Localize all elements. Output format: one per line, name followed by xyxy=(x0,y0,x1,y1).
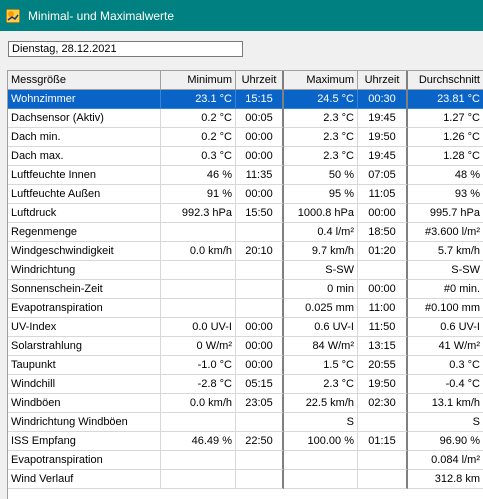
header-col-messgroesse[interactable]: Messgröße xyxy=(8,71,161,90)
cell-col-uhrzeit-min: 15:50 xyxy=(236,204,284,223)
cell-col-messgroesse: Windgeschwindigkeit xyxy=(8,242,161,261)
table-row[interactable] xyxy=(8,242,483,261)
cell-col-durchschnitt: 0.6 UV-I xyxy=(408,318,483,337)
cell-col-uhrzeit-min: 00:00 xyxy=(236,318,284,337)
window-title: Minimal- und Maximalwerte xyxy=(28,8,175,23)
cell-col-messgroesse: Solarstrahlung xyxy=(8,337,161,356)
cell-col-messgroesse: Windrichtung Windböen xyxy=(8,413,161,432)
cell-col-durchschnitt: 1.27 °C xyxy=(408,109,483,128)
header-col-minimum[interactable]: Minimum xyxy=(161,71,236,90)
cell-col-maximum: 100.00 % xyxy=(284,432,358,451)
cell-col-uhrzeit-min: 22:50 xyxy=(236,432,284,451)
cell-col-minimum: 0.2 °C xyxy=(161,109,236,128)
cell-col-uhrzeit-max xyxy=(358,413,408,432)
cell-col-messgroesse: ISS Empfang xyxy=(8,432,161,451)
cell-col-uhrzeit-min: 00:05 xyxy=(236,109,284,128)
header-col-maximum[interactable]: Maximum xyxy=(284,71,358,90)
cell-col-minimum: 0.0 km/h xyxy=(161,394,236,413)
cell-col-uhrzeit-max: 20:55 xyxy=(358,356,408,375)
cell-col-durchschnitt: 0.084 l/m² xyxy=(408,451,483,470)
cell-col-durchschnitt: 1.28 °C xyxy=(408,147,483,166)
cell-col-uhrzeit-max: 19:45 xyxy=(358,147,408,166)
cell-col-maximum: 24.5 °C xyxy=(284,90,358,109)
cell-col-durchschnitt: 41 W/m² xyxy=(408,337,483,356)
cell-col-uhrzeit-min xyxy=(236,280,284,299)
cell-col-uhrzeit-max: 11:05 xyxy=(358,185,408,204)
cell-col-uhrzeit-max: 19:50 xyxy=(358,375,408,394)
cell-col-uhrzeit-max xyxy=(358,261,408,280)
cell-col-uhrzeit-min: 00:00 xyxy=(236,337,284,356)
cell-col-uhrzeit-max: 11:50 xyxy=(358,318,408,337)
cell-col-maximum: 1000.8 hPa xyxy=(284,204,358,223)
cell-col-uhrzeit-min xyxy=(236,451,284,470)
cell-col-maximum xyxy=(284,470,358,489)
cell-col-durchschnitt: 312.8 km xyxy=(408,470,483,489)
cell-col-messgroesse: UV-Index xyxy=(8,318,161,337)
cell-col-durchschnitt: #3.600 l/m² xyxy=(408,223,483,242)
cell-col-messgroesse: Taupunkt xyxy=(8,356,161,375)
cell-col-uhrzeit-max: 11:00 xyxy=(358,299,408,318)
cell-col-uhrzeit-min xyxy=(236,470,284,489)
table-row[interactable] xyxy=(8,451,483,470)
cell-col-uhrzeit-min: 00:00 xyxy=(236,356,284,375)
cell-col-uhrzeit-min: 00:00 xyxy=(236,128,284,147)
cell-col-maximum: 50 % xyxy=(284,166,358,185)
cell-col-durchschnitt: 0.3 °C xyxy=(408,356,483,375)
table-row[interactable] xyxy=(8,470,483,489)
cell-col-durchschnitt: 93 % xyxy=(408,185,483,204)
cell-col-maximum: 2.3 °C xyxy=(284,375,358,394)
table-row[interactable] xyxy=(8,432,483,451)
table-row[interactable] xyxy=(8,375,483,394)
table-row[interactable] xyxy=(8,166,483,185)
cell-col-minimum: -2.8 °C xyxy=(161,375,236,394)
cell-col-uhrzeit-min: 20:10 xyxy=(236,242,284,261)
cell-col-uhrzeit-max: 13:15 xyxy=(358,337,408,356)
cell-col-uhrzeit-min xyxy=(236,299,284,318)
table-row[interactable] xyxy=(8,128,483,147)
table-row[interactable] xyxy=(8,299,483,318)
table-row[interactable] xyxy=(8,413,483,432)
cell-col-uhrzeit-min xyxy=(236,413,284,432)
cell-col-maximum: 0.6 UV-I xyxy=(284,318,358,337)
cell-col-minimum: 23.1 °C xyxy=(161,90,236,109)
table-row[interactable] xyxy=(8,318,483,337)
cell-col-minimum: 0 W/m² xyxy=(161,337,236,356)
cell-col-maximum: S xyxy=(284,413,358,432)
cell-col-uhrzeit-max xyxy=(358,451,408,470)
table-row[interactable] xyxy=(8,185,483,204)
cell-col-messgroesse: Dachsensor (Aktiv) xyxy=(8,109,161,128)
cell-col-minimum: 0.3 °C xyxy=(161,147,236,166)
cell-col-uhrzeit-max: 19:45 xyxy=(358,109,408,128)
cell-col-uhrzeit-max: 00:00 xyxy=(358,204,408,223)
cell-col-uhrzeit-max: 19:50 xyxy=(358,128,408,147)
cell-col-uhrzeit-min: 11:35 xyxy=(236,166,284,185)
date-field[interactable]: Dienstag, 28.12.2021 xyxy=(8,41,243,57)
cell-col-messgroesse: Evapotranspiration xyxy=(8,451,161,470)
cell-col-uhrzeit-max: 01:15 xyxy=(358,432,408,451)
table-row[interactable] xyxy=(8,147,483,166)
cell-col-messgroesse: Dach min. xyxy=(8,128,161,147)
cell-col-uhrzeit-max: 18:50 xyxy=(358,223,408,242)
cell-col-messgroesse: Windchill xyxy=(8,375,161,394)
cell-col-minimum xyxy=(161,223,236,242)
table-row[interactable] xyxy=(8,204,483,223)
cell-col-durchschnitt: 13.1 km/h xyxy=(408,394,483,413)
table-row[interactable] xyxy=(8,394,483,413)
cell-col-maximum: 0 min xyxy=(284,280,358,299)
cell-col-durchschnitt: 96.90 % xyxy=(408,432,483,451)
cell-col-durchschnitt: 1.26 °C xyxy=(408,128,483,147)
cell-col-durchschnitt: #0.100 mm xyxy=(408,299,483,318)
cell-col-maximum: 95 % xyxy=(284,185,358,204)
cell-col-uhrzeit-min xyxy=(236,261,284,280)
table-row[interactable] xyxy=(8,261,483,280)
cell-col-maximum xyxy=(284,451,358,470)
cell-col-minimum: 0.0 km/h xyxy=(161,242,236,261)
cell-col-durchschnitt: S-SW xyxy=(408,261,483,280)
weather-station-icon xyxy=(6,9,20,23)
header-col-uhrzeit-min[interactable]: Uhrzeit xyxy=(236,71,284,90)
cell-col-messgroesse: Evapotranspiration xyxy=(8,299,161,318)
cell-col-messgroesse: Wind Verlauf xyxy=(8,470,161,489)
table-row[interactable] xyxy=(8,223,483,242)
cell-col-minimum: -1.0 °C xyxy=(161,356,236,375)
cell-col-uhrzeit-max: 00:30 xyxy=(358,90,408,109)
cell-col-maximum: 1.5 °C xyxy=(284,356,358,375)
cell-col-uhrzeit-max: 01:20 xyxy=(358,242,408,261)
cell-col-messgroesse: Luftfeuchte Innen xyxy=(8,166,161,185)
cell-col-maximum: S-SW xyxy=(284,261,358,280)
cell-col-uhrzeit-max: 07:05 xyxy=(358,166,408,185)
cell-col-messgroesse: Sonnenschein-Zeit xyxy=(8,280,161,299)
cell-col-messgroesse: Luftfeuchte Außen xyxy=(8,185,161,204)
cell-col-uhrzeit-min xyxy=(236,223,284,242)
cell-col-maximum: 22.5 km/h xyxy=(284,394,358,413)
cell-col-uhrzeit-max: 00:00 xyxy=(358,280,408,299)
cell-col-minimum xyxy=(161,470,236,489)
cell-col-durchschnitt: #0 min. xyxy=(408,280,483,299)
cell-col-uhrzeit-min: 15:15 xyxy=(236,90,284,109)
cell-col-messgroesse: Luftdruck xyxy=(8,204,161,223)
table-row[interactable] xyxy=(8,90,483,109)
cell-col-minimum xyxy=(161,261,236,280)
cell-col-uhrzeit-min: 05:15 xyxy=(236,375,284,394)
cell-col-maximum: 2.3 °C xyxy=(284,109,358,128)
cell-col-uhrzeit-max xyxy=(358,470,408,489)
cell-col-durchschnitt: 23.81 °C xyxy=(408,90,483,109)
cell-col-minimum xyxy=(161,451,236,470)
table-row[interactable] xyxy=(8,280,483,299)
table-header[interactable] xyxy=(8,71,483,90)
cell-col-messgroesse: Regenmenge xyxy=(8,223,161,242)
cell-col-minimum xyxy=(161,413,236,432)
cell-col-minimum xyxy=(161,280,236,299)
cell-col-maximum: 2.3 °C xyxy=(284,147,358,166)
cell-col-durchschnitt: S xyxy=(408,413,483,432)
cell-col-minimum xyxy=(161,299,236,318)
cell-col-maximum: 9.7 km/h xyxy=(284,242,358,261)
cell-col-minimum: 992.3 hPa xyxy=(161,204,236,223)
table-row[interactable] xyxy=(8,109,483,128)
cell-col-uhrzeit-max: 02:30 xyxy=(358,394,408,413)
cell-col-maximum: 0.025 mm xyxy=(284,299,358,318)
cell-col-minimum: 46 % xyxy=(161,166,236,185)
cell-col-maximum: 84 W/m² xyxy=(284,337,358,356)
cell-col-durchschnitt: 995.7 hPa xyxy=(408,204,483,223)
cell-col-messgroesse: Windböen xyxy=(8,394,161,413)
min-max-table[interactable] xyxy=(7,70,483,499)
header-col-durchschnitt[interactable]: Durchschnitt xyxy=(408,71,483,90)
cell-col-uhrzeit-min: 00:00 xyxy=(236,147,284,166)
cell-col-minimum: 0.2 °C xyxy=(161,128,236,147)
window-titlebar[interactable] xyxy=(0,0,483,31)
header-col-uhrzeit-max[interactable]: Uhrzeit xyxy=(358,71,408,90)
cell-col-durchschnitt: 48 % xyxy=(408,166,483,185)
cell-col-durchschnitt: 5.7 km/h xyxy=(408,242,483,261)
cell-col-minimum: 0.0 UV-I xyxy=(161,318,236,337)
cell-col-minimum: 46.49 % xyxy=(161,432,236,451)
table-row[interactable] xyxy=(8,356,483,375)
cell-col-messgroesse: Dach max. xyxy=(8,147,161,166)
table-row[interactable] xyxy=(8,337,483,356)
cell-col-durchschnitt: -0.4 °C xyxy=(408,375,483,394)
cell-col-uhrzeit-min: 00:00 xyxy=(236,185,284,204)
cell-col-minimum: 91 % xyxy=(161,185,236,204)
cell-col-messgroesse: Windrichtung xyxy=(8,261,161,280)
cell-col-maximum: 2.3 °C xyxy=(284,128,358,147)
cell-col-uhrzeit-min: 23:05 xyxy=(236,394,284,413)
cell-col-messgroesse: Wohnzimmer xyxy=(8,90,161,109)
cell-col-maximum: 0.4 l/m² xyxy=(284,223,358,242)
